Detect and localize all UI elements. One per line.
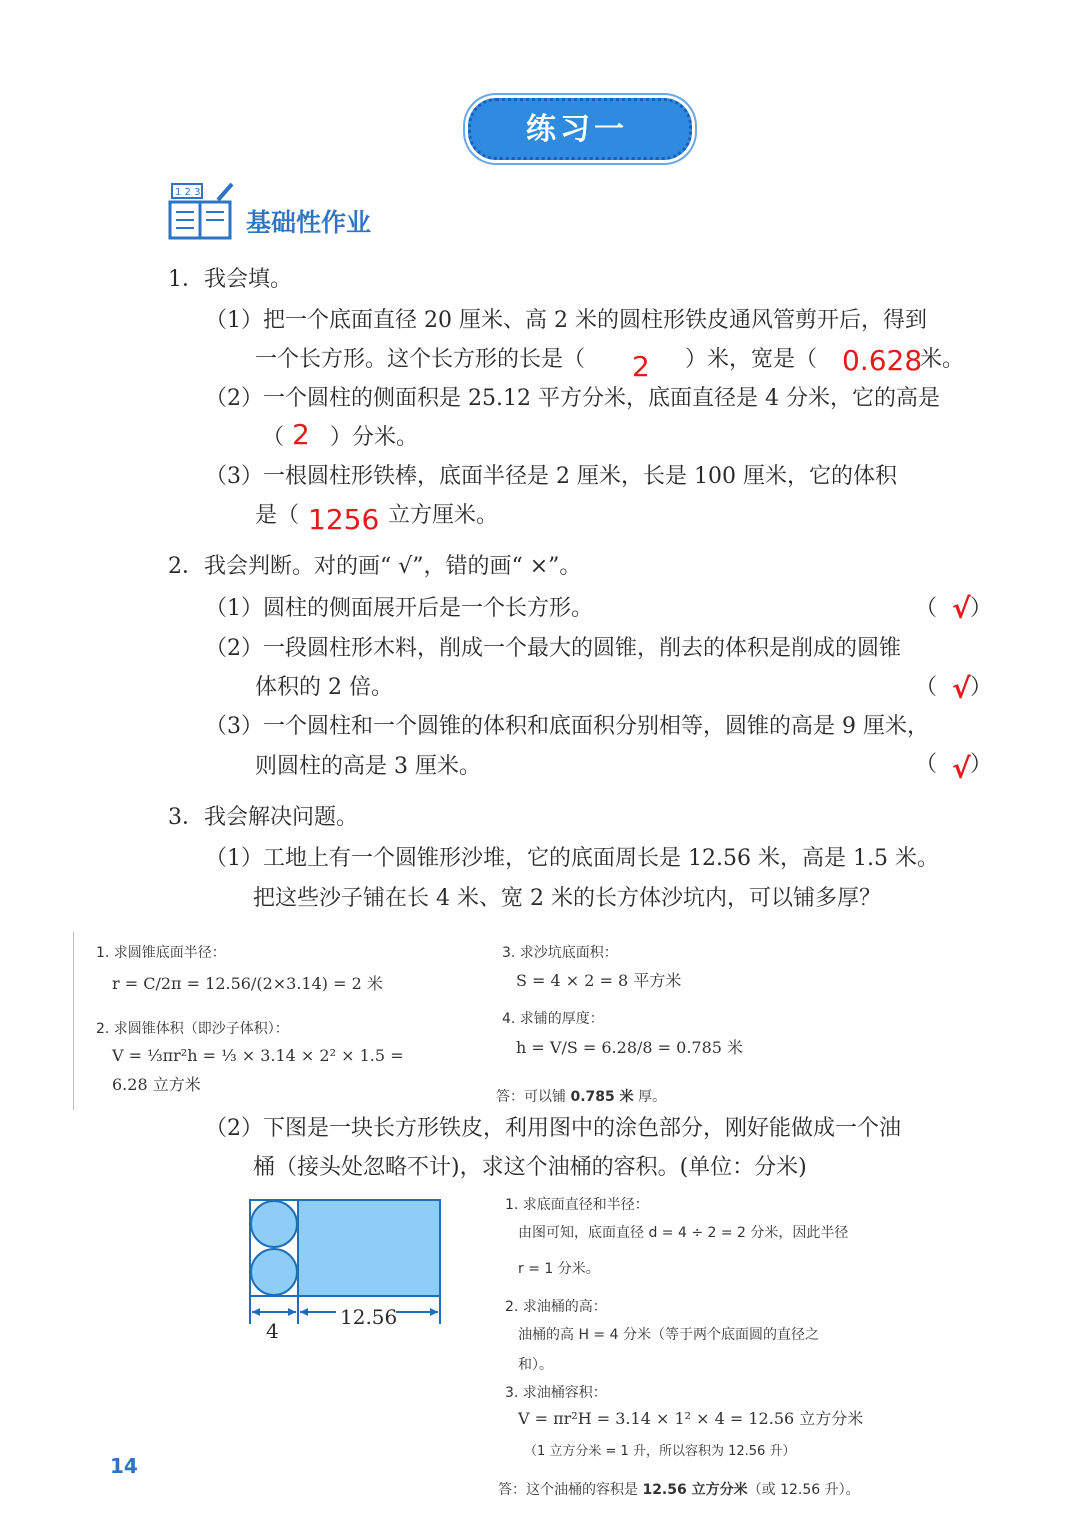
sol1-step1-equation: r = C/2π = 12.56/(2×3.14) = 2 米	[112, 974, 383, 993]
q2-item3-check-mark: √	[952, 752, 971, 785]
sol1-step2-title: 2. 求圆锥体积（即沙子体积）：	[96, 1021, 289, 1037]
q1-p3-line2a: 是（	[255, 503, 300, 528]
sol1-answer: 答：可以铺 0.785 米 厚。	[496, 1089, 667, 1105]
q3-heading: 3．我会解决问题。	[168, 805, 358, 830]
sol1-step1-title: 1. 求圆锥底面半径：	[96, 945, 226, 961]
page-title: 练习一	[526, 112, 628, 147]
q2-item3-line1: （3）一个圆柱和一个圆锥的体积和底面积分别相等，圆锥的高是 9 厘米，	[205, 714, 929, 739]
q1-p1-line1: （1）把一个底面直径 20 厘米、高 2 米的圆柱形铁皮通风管剪开后，得到	[205, 308, 927, 333]
q1-p1-answer-length: 2	[632, 350, 650, 383]
q1-p2-line1: （2）一个圆柱的侧面积是 25.12 平方分米，底面直径是 4 分米，它的高是	[205, 386, 940, 411]
q2-item3-paren-open: （	[915, 752, 938, 777]
q1-p2-line2b: ）分米。	[330, 425, 419, 450]
q3-p2-line2: 桶（接头处忽略不计)，求这个油桶的容积。(单位：分米)	[253, 1155, 807, 1180]
sol2-step2-line1: 油桶的高 H = 4 分米（等于两个底面圆的直径之	[518, 1327, 819, 1343]
sol1-step3-equation: S = 4 × 2 = 8 平方米	[516, 971, 682, 990]
figure-label-small: 4	[266, 1319, 279, 1343]
q1-p3-line1: （3）一根圆柱形铁棒，底面半径是 2 厘米，长是 100 厘米，它的体积	[205, 464, 897, 489]
q2-item3-line2: 则圆柱的高是 3 厘米。	[255, 754, 481, 779]
sol1-step3-title: 3. 求沙坑底面积：	[502, 945, 618, 961]
q1-heading: 1．我会填。	[168, 267, 292, 292]
sol2-step1-title: 1. 求底面直径和半径：	[505, 1197, 649, 1213]
sol2-step3-title: 3. 求油桶容积：	[505, 1385, 607, 1401]
q2-item1-paren-close: ）	[970, 596, 993, 621]
q3-p1-line2: 把这些沙子铺在长 4 米、宽 2 米的长方体沙坑内，可以铺多厚？	[253, 886, 881, 911]
q2-item2-paren-close: ）	[970, 675, 993, 700]
q1-p2-answer: 2	[292, 418, 310, 451]
q1-p1-line2b: ）米，宽是（	[685, 347, 818, 372]
q1-p1-answer-width: 0.628	[842, 344, 923, 377]
q2-heading: 2．我会判断。对的画“ √”，错的画“ ×”。	[168, 554, 582, 579]
q2-item1-paren-open: （	[915, 596, 938, 621]
q2-item2-check-mark: √	[952, 672, 971, 705]
notebook-icon	[166, 180, 238, 242]
sol2-step1-line1: 由图可知，底面直径 d = 4 ÷ 2 = 2 分米，因此半径	[518, 1225, 849, 1241]
figure-top-circle	[251, 1201, 297, 1247]
sol2-step2-line2: 和）。	[518, 1357, 553, 1373]
q1-p2-line2a: （	[262, 425, 285, 450]
figure-shaded-rectangle	[298, 1200, 440, 1296]
q2-item2-paren-open: （	[915, 675, 938, 700]
figure-bottom-circle	[251, 1249, 297, 1295]
q2-item2-line2: 体积的 2 倍。	[255, 675, 393, 700]
sol2-step1-line2: r = 1 分米。	[518, 1261, 600, 1277]
svg-text:1 2 3: 1 2 3	[175, 187, 201, 198]
sol1-step2-equation-line2: 6.28 立方米	[112, 1075, 201, 1094]
page-number: 14	[110, 1454, 138, 1478]
q2-item1: （1）圆柱的侧面展开后是一个长方形。	[205, 596, 593, 621]
q1-p3-answer: 1256	[308, 503, 380, 536]
q2-item2-line1: （2）一段圆柱形木料，削成一个最大的圆锥，削去的体积是削成的圆锥	[205, 636, 901, 661]
q3-p1-line1: （1）工地上有一个圆锥形沙堆，它的底面周长是 12.56 米，高是 1.5 米。	[205, 846, 939, 871]
sol2-step2-title: 2. 求油桶的高：	[505, 1299, 607, 1315]
q3-p2-line1: （2）下图是一块长方形铁皮，利用图中的涂色部分，刚好能做成一个油	[205, 1116, 901, 1141]
sol2-answer: 答：这个油桶的容积是 12.56 立方分米（或 12.56 升）。	[498, 1482, 860, 1498]
figure-label-large: 12.56	[340, 1305, 398, 1329]
q2-item3-paren-close: ）	[970, 752, 993, 777]
q1-p1-line2a: 一个长方形。这个长方形的长是（	[255, 347, 586, 372]
q1-p1-line2c: 米。	[920, 347, 965, 372]
section-title: 基础性作业	[246, 208, 372, 237]
q1-p3-line2b: 立方厘米。	[388, 503, 499, 528]
solution-divider	[73, 932, 74, 1110]
sol2-step3-equation: V = πr²H = 3.14 × 1² × 4 = 12.56 立方分米	[518, 1409, 864, 1428]
sol1-step4-title: 4. 求铺的厚度：	[502, 1011, 604, 1027]
sol1-step4-equation: h = V/S = 6.28/8 = 0.785 米	[516, 1038, 744, 1057]
sol1-step2-equation-line1: V = ⅓πr²h = ⅓ × 3.14 × 2² × 1.5 =	[112, 1046, 404, 1065]
q2-item1-check-mark: √	[952, 592, 971, 625]
sol2-step3-note: （1 立方分米 = 1 升，所以容积为 12.56 升）	[524, 1444, 796, 1459]
